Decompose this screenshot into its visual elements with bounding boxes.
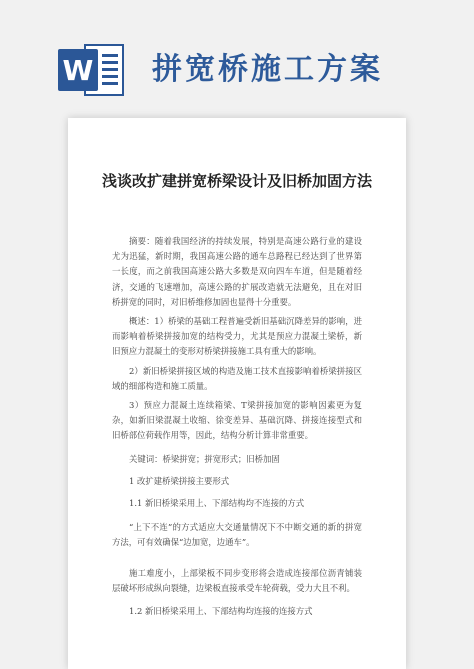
- paragraph-overview-3: 3）预应力混凝土连续箱梁、T梁拼接加宽的影响因素更为复杂，如新旧梁混凝土收缩、徐变差异、基础沉降、拼接连接型式和旧桥部位荷载作用等，因此，结构分析计算非常重要。: [112, 400, 362, 441]
- banner-title: 拼宽桥施工方案: [152, 52, 383, 87]
- section-heading-1-1: 1.1 新旧桥梁采用上、下部结构均不连接的方式: [129, 498, 305, 508]
- paragraph-overview: 概述：1）桥梁的基础工程普遍受新旧基础沉降差异的影响，进而影响着桥梁拼接加宽的结构受力，尤其是预应力混凝土梁桥，新旧预应力混凝土的变形对桥梁拼接施工具有重大的影响。: [112, 316, 362, 357]
- paragraph-method-1: “上下不连”的方式适应大交通量情况下不中断交通的新的拼宽方法，可有效确保“边加宽，边通车”。: [112, 522, 362, 548]
- document-page: [68, 118, 406, 669]
- section-heading-1-2: 1.2 新旧桥梁采用上、下部结构均连接的连接方式: [129, 606, 313, 616]
- document-banner: [0, 0, 474, 118]
- word-logo-letter: W: [58, 49, 98, 91]
- paragraph-overview-2: 2）新旧桥梁拼接区域的构造及施工技术直接影响着桥梁拼接区域的细部构造和施工质量。: [112, 366, 362, 392]
- paragraph-abstract: 摘要：随着我国经济的持续发展，特别是高速公路行业的建设尤为迅猛，新时期，我国高速公路的通车总路程已经达到了世界第一长度，而之前我国高速公路大多数是双向四车车道，但是随着经济，交通的飞速增加，高速公路的扩展改造就无法避免，且在对旧桥拼宽的同时，对旧桥维修加固也显得十分重要。: [112, 236, 362, 307]
- document-title: 浅谈改扩建拼宽桥梁设计及旧桥加固方法: [101, 172, 372, 190]
- paragraph-keywords: 关键词：桥梁拼宽；拼宽形式；旧桥加固: [129, 454, 280, 464]
- word-document-icon: [58, 44, 124, 96]
- paragraph-method-1-detail: 施工难度小，上部梁板不同步变形将会造成连接部位沥青铺装层破坏形成纵向裂缝，边梁板直接承受车轮荷载，受力大且不利。: [112, 568, 362, 594]
- section-heading-1: 1 改扩建桥梁拼接主要形式: [129, 476, 230, 486]
